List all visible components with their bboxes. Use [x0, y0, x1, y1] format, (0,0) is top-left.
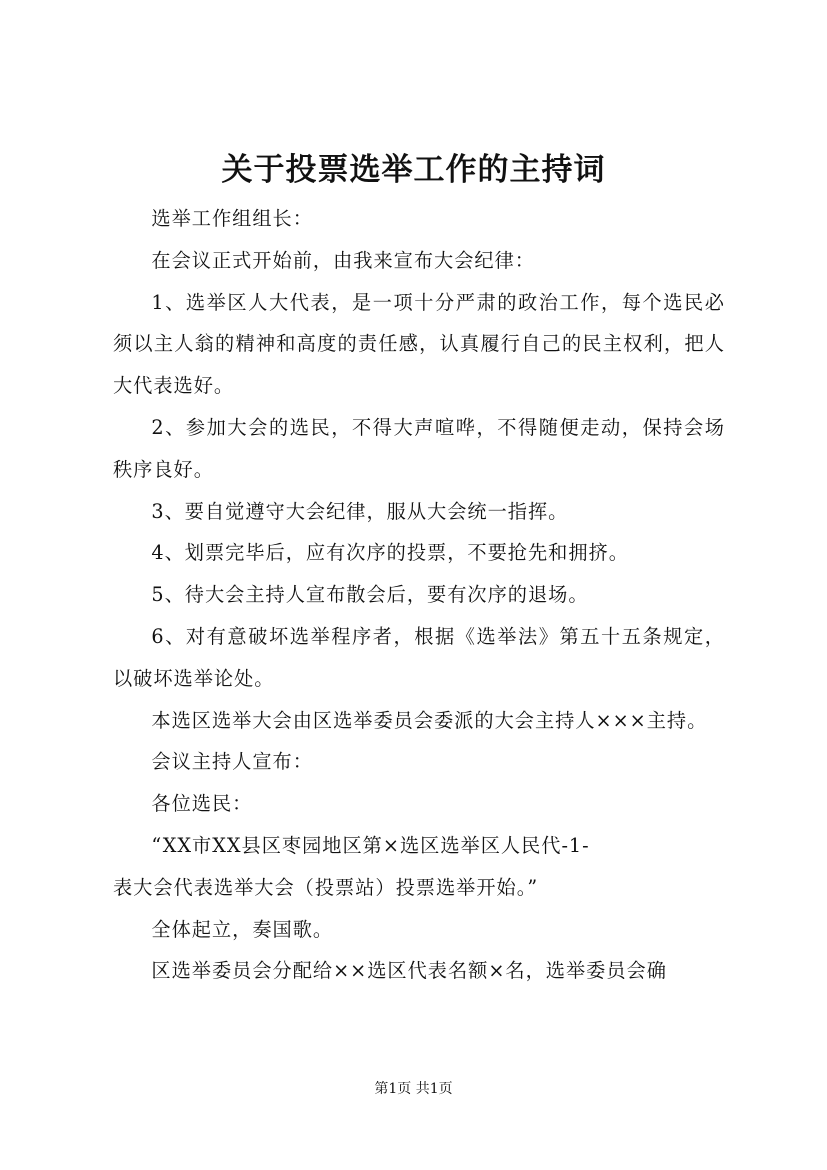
- paragraph-rule-4: 4、划票完毕后，应有次序的投票，不要抢先和拥挤。: [151, 541, 629, 565]
- paragraph-quote-line-1: “XX市XX县区枣园地区第×选区选举区人民代-1-: [151, 833, 590, 857]
- paragraph-addressee: 选举工作组组长：: [151, 207, 313, 230]
- paragraph-rule-3: 3、要自觉遵守大会纪律，服从大会统一指挥。: [151, 499, 569, 523]
- paragraph-rule-5: 5、待大会主持人宣布散会后，要有次序的退场。: [151, 583, 589, 607]
- paragraph-rule-6: 6、对有意破坏选举程序者，根据《选举法》第五十五条规定，以破坏选举论处。: [113, 624, 725, 690]
- paragraph-anthem: 全体起立，奏国歌。: [151, 917, 334, 941]
- paragraph-host: 本选区选举大会由区选举委员会委派的大会主持人×××主持。: [151, 708, 708, 732]
- paragraph-quota: 区选举委员会分配给××选区代表名额×名，选举委员会确: [151, 959, 667, 983]
- paragraph-greeting: 各位选民：: [151, 792, 253, 816]
- document-title: 关于投票选举工作的主持词: [221, 152, 606, 188]
- paragraph-intro: 在会议正式开始前，由我来宣布大会纪律：: [151, 248, 535, 272]
- paragraph-quote-line-2: 表大会代表选举大会（投票站）投票选举开始。”: [113, 875, 539, 899]
- paragraph-rule-2: 2、参加大会的选民，不得大声喧哗，不得随便走动，保持会场秩序良好。: [113, 415, 725, 481]
- paragraph-rule-1: 1、选举区人大代表，是一项十分严肃的政治工作，每个选民必须以主人翁的精神和高度的责任感，认真履行自己的民主权利，把人大代表选好。: [113, 290, 725, 398]
- document-body: [113, 198, 725, 992]
- paragraph-host-announces: 会议主持人宣布：: [151, 750, 313, 774]
- page-footer: 第1页 共1页: [374, 1081, 453, 1097]
